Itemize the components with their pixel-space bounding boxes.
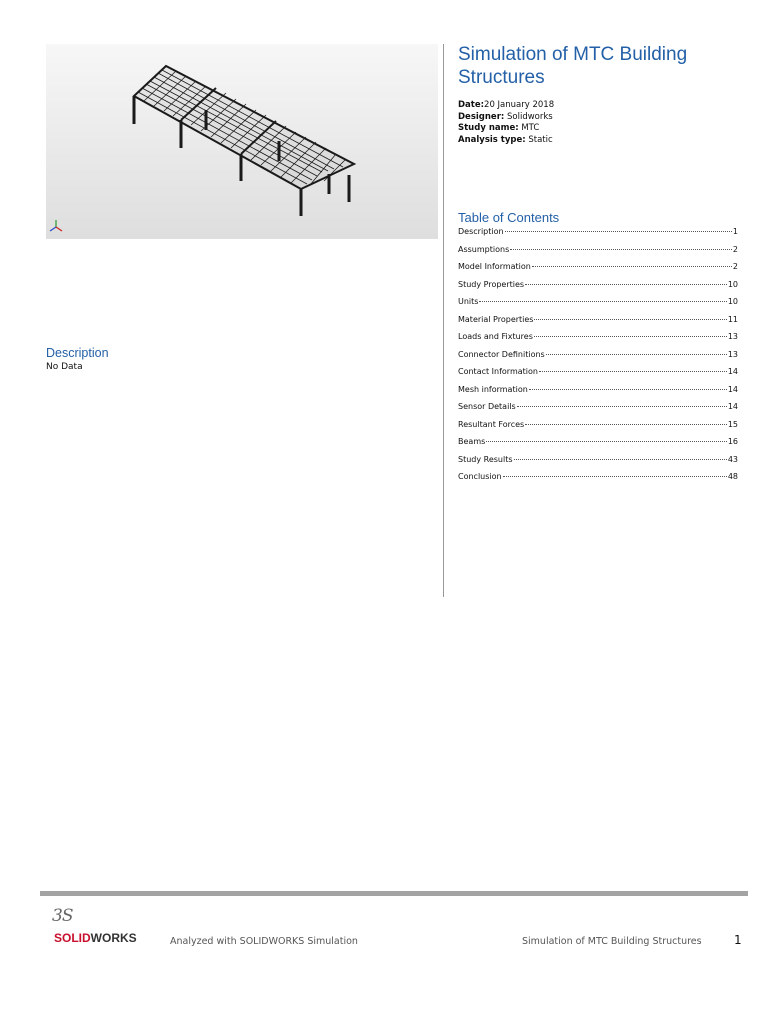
toc-page: 48 bbox=[727, 472, 738, 481]
toc-entry-description[interactable] bbox=[458, 227, 738, 245]
ds-logo-mark: 3S bbox=[52, 906, 73, 926]
toc-entry-loads-and-fixtures[interactable] bbox=[458, 332, 738, 350]
toc-label: Connector Definitions bbox=[458, 349, 545, 359]
toc-leader bbox=[532, 266, 732, 267]
toc-leader bbox=[525, 284, 727, 285]
meta-designer bbox=[458, 112, 554, 124]
toc-entry-units[interactable] bbox=[458, 297, 738, 315]
toc-page: 1 bbox=[732, 227, 738, 236]
toc-page: 2 bbox=[732, 244, 738, 254]
column-divider bbox=[443, 44, 444, 597]
meta-date bbox=[458, 100, 554, 112]
toc-leader bbox=[517, 406, 727, 407]
toc-label: Conclusion bbox=[458, 472, 502, 481]
toc-label: Resultant Forces bbox=[458, 419, 525, 429]
toc-leader bbox=[514, 459, 727, 460]
toc-page: 15 bbox=[727, 419, 738, 429]
toc-label: Beams bbox=[458, 437, 486, 446]
meta-label: Study name: bbox=[458, 123, 519, 134]
toc-entry-conclusion[interactable] bbox=[458, 472, 738, 490]
toc-entry-mesh-information[interactable] bbox=[458, 385, 738, 403]
toc-page: 16 bbox=[727, 437, 738, 446]
meta-label: Designer: bbox=[458, 111, 505, 122]
toc-leader bbox=[505, 231, 732, 232]
toc-leader bbox=[534, 319, 726, 320]
toc-label: Study Properties bbox=[458, 279, 525, 289]
toc-label: Material Properties bbox=[458, 314, 534, 324]
toc-label: Description bbox=[458, 227, 504, 236]
toc-entry-sensor-details[interactable] bbox=[458, 402, 738, 420]
toc-label: Loads and Fixtures bbox=[458, 332, 533, 341]
meta-label: Date: bbox=[458, 100, 485, 110]
logo-word-works: WORKS bbox=[90, 931, 137, 945]
toc-leader bbox=[546, 354, 727, 355]
meta-value: 20 January 2018 bbox=[484, 100, 555, 110]
toc-page: 14 bbox=[727, 367, 738, 376]
toc-label: Units bbox=[458, 297, 479, 306]
toc-page: 14 bbox=[727, 402, 738, 411]
footer-divider bbox=[40, 891, 748, 896]
toc-leader bbox=[503, 476, 727, 477]
toc-entry-resultant-forces[interactable] bbox=[458, 420, 738, 438]
toc-entry-study-results[interactable] bbox=[458, 455, 738, 473]
table-of-contents bbox=[458, 227, 738, 490]
toc-leader bbox=[534, 336, 727, 337]
logo-word-solid: SOLID bbox=[54, 931, 91, 945]
logo-wordmark bbox=[54, 931, 137, 945]
report-meta bbox=[458, 100, 554, 146]
meta-label: Analysis type: bbox=[458, 134, 526, 145]
toc-leader bbox=[510, 249, 732, 250]
model-image bbox=[46, 44, 438, 239]
toc-leader bbox=[529, 389, 727, 390]
meta-analysis-type bbox=[458, 135, 554, 147]
toc-entry-assumptions[interactable] bbox=[458, 245, 738, 263]
toc-leader bbox=[479, 301, 726, 302]
toc-entry-material-properties[interactable] bbox=[458, 315, 738, 333]
toc-label: Mesh information bbox=[458, 384, 528, 394]
page-number: 1 bbox=[734, 933, 742, 947]
toc-label: Study Results bbox=[458, 454, 513, 464]
toc-leader bbox=[539, 371, 727, 372]
toc-page: 2 bbox=[732, 262, 738, 271]
coordinate-triad-icon bbox=[49, 219, 63, 233]
toc-page: 10 bbox=[727, 297, 738, 306]
toc-page: 13 bbox=[727, 332, 738, 341]
toc-entry-connector-definitions[interactable] bbox=[458, 350, 738, 368]
toc-entry-beams[interactable] bbox=[458, 437, 738, 455]
footer-document-title: Simulation of MTC Building Structures bbox=[522, 936, 702, 947]
meta-study-name bbox=[458, 123, 554, 135]
toc-heading: Table of Contents bbox=[458, 210, 560, 225]
report-title: Simulation of MTC Building Structures bbox=[458, 44, 688, 88]
toc-page: 14 bbox=[727, 384, 738, 394]
description-text: No Data bbox=[46, 362, 83, 372]
toc-label: Assumptions bbox=[458, 244, 510, 254]
toc-label: Contact Information bbox=[458, 367, 538, 376]
toc-entry-model-information[interactable] bbox=[458, 262, 738, 280]
toc-entry-contact-information[interactable] bbox=[458, 367, 738, 385]
toc-page: 13 bbox=[727, 349, 738, 359]
toc-leader bbox=[525, 424, 727, 425]
meta-value: MTC bbox=[521, 123, 540, 134]
structure-model-drawing bbox=[46, 44, 438, 239]
meta-value: Static bbox=[528, 134, 553, 145]
toc-label: Model Information bbox=[458, 262, 531, 271]
footer-analyzed-with: Analyzed with SOLIDWORKS Simulation bbox=[170, 936, 358, 947]
toc-page: 11 bbox=[727, 314, 738, 324]
meta-value: Solidworks bbox=[507, 111, 553, 122]
toc-entry-study-properties[interactable] bbox=[458, 280, 738, 298]
toc-leader bbox=[486, 441, 727, 442]
toc-label: Sensor Details bbox=[458, 402, 516, 411]
toc-page: 10 bbox=[727, 279, 738, 289]
description-heading: Description bbox=[46, 346, 109, 360]
toc-page: 43 bbox=[727, 454, 738, 464]
